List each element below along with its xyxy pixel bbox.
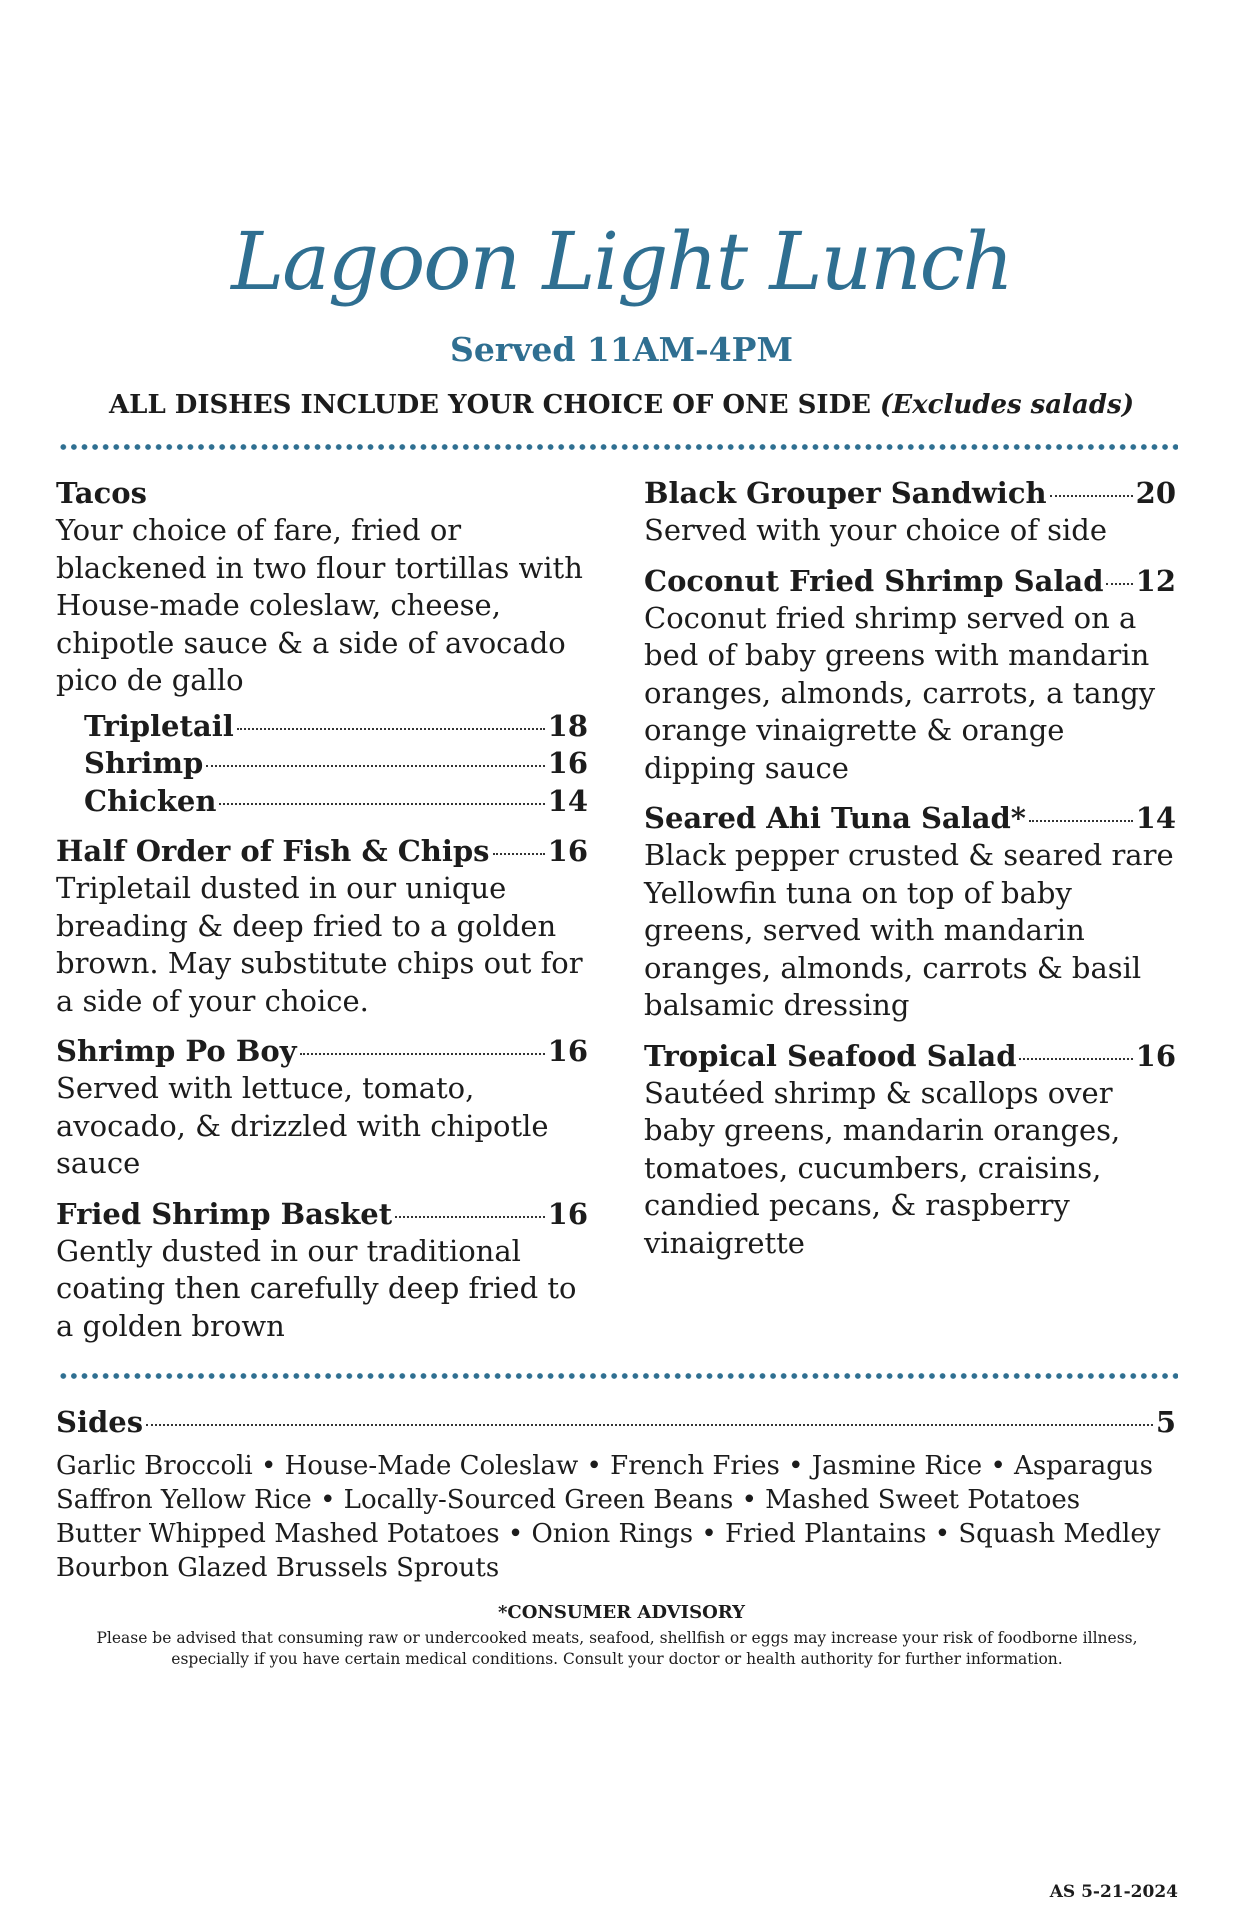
item-description: Coconut fried shrimp served on a bed of baby greens with mandarin oranges, almonds, carrots, a tangy orange vinaigrette & orange dipping sauce	[644, 600, 1156, 785]
item-price: 14	[547, 783, 588, 818]
item-description: Your choice of fare, fried or blackened in two flour tortillas with House-made coleslaw, cheese, chipotle sauce & a side of avocado pico de gallo	[56, 513, 583, 697]
item-description: Gently dusted in our traditional coating then carefully deep fried to a golden brown	[56, 1233, 577, 1343]
bottom-dotted-divider	[58, 1373, 1178, 1379]
item-name: Half Order of Fish & Chips	[56, 834, 490, 868]
menu-title: Lagoon Light Lunch	[231, 215, 1012, 308]
side-policy-note: (Excludes salads)	[880, 390, 1135, 420]
taco-option-tripletail: Tripletail 18	[84, 708, 588, 746]
menu-item-tropical-seafood-salad	[644, 1037, 1176, 1263]
service-hours: Served 11AM-4PM	[449, 330, 793, 369]
taco-option-chicken: Chicken 14	[84, 783, 588, 821]
item-name: Coconut Fried Shrimp Salad	[644, 563, 1104, 598]
sides-label: Sides	[56, 1405, 144, 1439]
document-id: AS 5-21-2024	[1049, 1882, 1178, 1902]
menu-item-shrimp-basket	[56, 1195, 588, 1346]
item-description: Served with your choice of side	[644, 513, 1108, 547]
sides-row: Bourbon Glazed Brussels Sprouts	[56, 1553, 500, 1583]
item-price: 16	[547, 834, 588, 868]
item-description: Tripletail dusted in our unique breading & deep fried to a golden brown. May substitute chips out for a side of your choice.	[56, 871, 583, 1018]
left-menu-column	[56, 474, 588, 1357]
menu-item-fish-chips	[56, 832, 588, 1020]
item-name: Tacos	[56, 476, 147, 510]
right-menu-column	[644, 474, 1176, 1274]
advisory-text: Please be advised that consuming raw or undercooked meats, seafood, shellfish or eggs may increase your risk of foodborne illness, especially if you have certain medical conditions. Consult your doctor or health authority for further information.	[96, 1629, 1138, 1668]
taco-options	[56, 708, 588, 821]
item-name: Tropical Seafood Salad	[644, 1038, 1017, 1073]
item-price: 16	[547, 1196, 588, 1231]
item-price: 12	[1135, 563, 1176, 598]
item-description: Served with lettuce, tomato, avocado, & drizzled with chipotle sauce	[56, 1071, 549, 1180]
sides-heading	[56, 1403, 1176, 1441]
item-price: 16	[547, 1034, 588, 1068]
item-name: Seared Ahi Tuna Salad*	[644, 801, 1026, 835]
sides-row: Saffron Yellow Rice • Locally-Sourced Green Beans • Mashed Sweet Potatoes	[56, 1485, 1081, 1515]
item-name: Fried Shrimp Basket	[56, 1196, 393, 1231]
item-price: 18	[547, 708, 588, 743]
item-name: Shrimp Po Boy	[56, 1034, 297, 1068]
sides-row: Garlic Broccoli • House-Made Coleslaw • French Fries • Jasmine Rice • Asparagus	[56, 1451, 1153, 1481]
top-dotted-divider	[58, 444, 1178, 450]
side-policy	[0, 390, 1243, 420]
item-price: 16	[1135, 1038, 1176, 1073]
taco-option-shrimp: Shrimp 16	[84, 745, 588, 783]
menu-item-coconut-shrimp-salad	[644, 562, 1176, 788]
item-price: 20	[1135, 476, 1176, 510]
advisory-title: *CONSUMER ADVISORY	[497, 1602, 746, 1623]
item-description: Black pepper crusted & seared rare Yellowfin tuna on top of baby greens, served with mandarin oranges, almonds, carrots & basil balsamic dressing	[644, 838, 1174, 1022]
item-price: 16	[547, 746, 588, 780]
item-description: Sautéed shrimp & scallops over baby greens, mandarin oranges, tomatoes, cucumbers, craisins, candied pecans, & raspberry vinaigrette	[644, 1075, 1121, 1260]
menu-item-po-boy	[56, 1032, 588, 1183]
menu-item-grouper-sandwich	[644, 474, 1176, 550]
sides-price: 5	[1155, 1405, 1176, 1439]
item-name: Black Grouper Sandwich	[644, 476, 1047, 510]
item-price: 14	[1135, 801, 1176, 835]
sides-row: Butter Whipped Mashed Potatoes • Onion Rings • Fried Plantains • Squash Medley	[56, 1519, 1161, 1549]
menu-item-ahi-tuna-salad	[644, 799, 1176, 1025]
menu-item-tacos	[56, 474, 588, 820]
sides-list	[56, 1449, 1206, 1585]
side-policy-main: ALL DISHES INCLUDE YOUR CHOICE OF ONE SIDE	[108, 390, 871, 420]
